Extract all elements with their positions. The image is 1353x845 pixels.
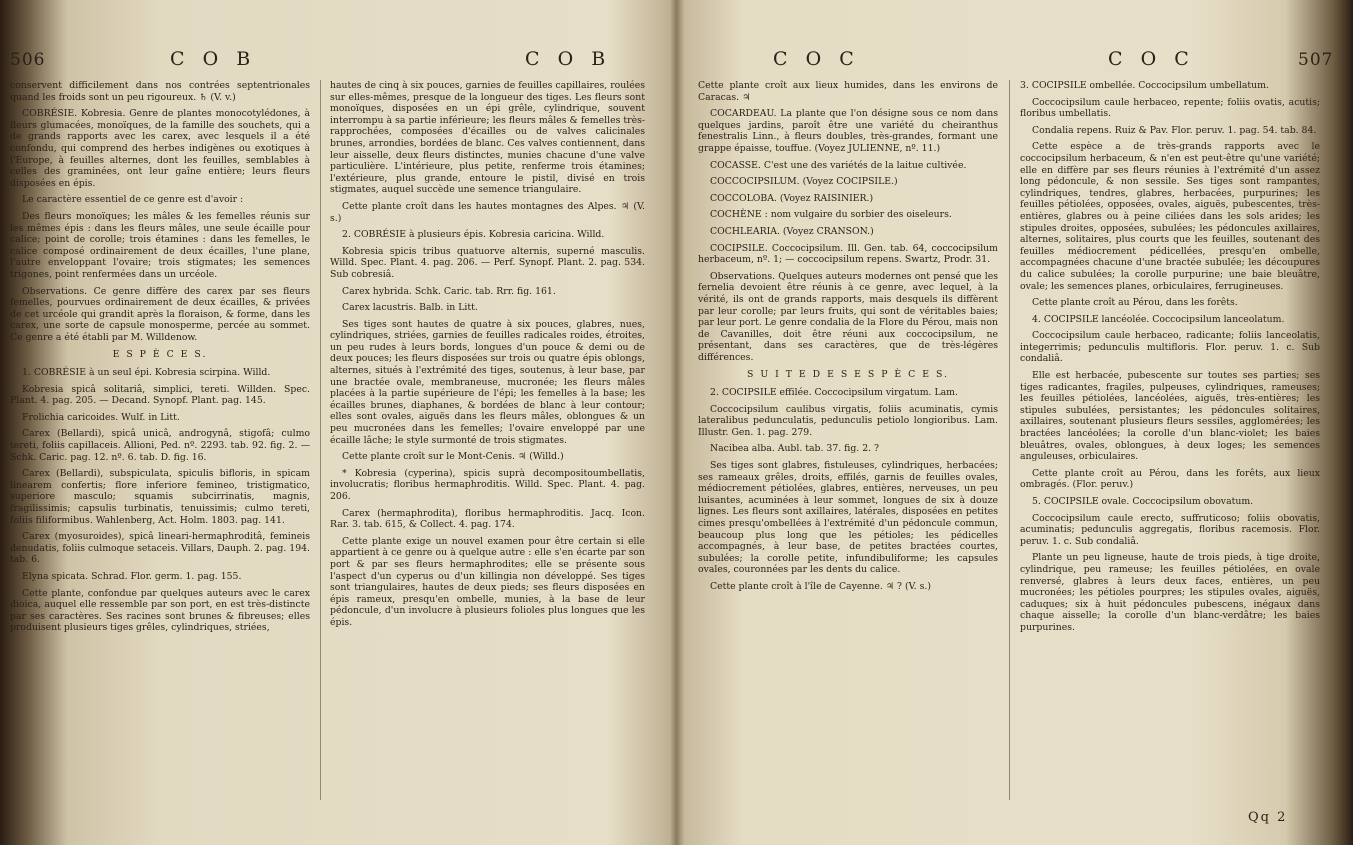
paragraph: Carex hybrida. Schk. Caric. tab. Rrr. fig. 161. (342, 285, 556, 297)
right-column-2 (1020, 80, 1320, 639)
paragraph: Cette plante, confondue par quelques auteurs avec le carex dioica, auquel elle ressemble par son port, en est très-distincte par ses caractères. Ses racines sont brunes & fibreuses; elles produisent plusieurs tiges grêles, cylindriques, striées, (10, 587, 310, 634)
paragraph: hautes de cinq à six pouces, garnies de feuilles capillaires, roulées sur elles-mêmes, presque de la longueur des tiges. Les fleurs sont monoïques, disposées en un épi grêle, cylindrique, souvent interrompu à sa partie inférieure; les fleurs mâles & femelles très-rapprochées, composées d'écailles ou de valves calicinales brunes, arrondies, bordées de blanc. Ces valves contiennent, dans leur aisselle, deux fleurs distinctes, munies chacune d'une valve particulière. L'intérieure, plus petite, renferme trois étamines; l'extérieure, plus grande, entoure le pistil, divisé en trois stigmates, auquel succède une semence triangulaire. (330, 80, 645, 196)
paragraph: Cette plante croît au Pérou, dans les forêts, aux lieux ombragés. (Flor. peruv.) (1020, 467, 1320, 491)
paragraph: COCARDEAU. La plante que l'on désigne sous ce nom dans quelques jardins, paroît être une variété du cheiranthus fenestralis Linn., à fleurs doubles, très-grandes, formant une grappe épaisse, touffue. (Voyez JULIENNE, nº. 11.) (698, 108, 998, 154)
paragraph: 3. COCIPSILE ombellée. Coccocipsilum umbellatum. (1020, 80, 1269, 91)
paragraph: Cette plante croît au Pérou, dans les forêts. (1032, 297, 1238, 309)
right-page (678, 0, 1343, 845)
paragraph: Frolichia caricoides. Wulf. in Litt. (22, 411, 180, 423)
paragraph: Nacibea alba. Aubl. tab. 37. fig. 2. ? (710, 443, 880, 455)
paragraph: Coccocipsilum caule erecto, suffruticoso; foliis obovatis, acuminatis; pedunculis aggregatis, floribus racemosis. Flor. peruv. 1. c. Sub condaliâ. (1020, 512, 1320, 547)
paragraph: COCCOCIPSILUM. (Voyez COCIPSILE.) (710, 176, 898, 188)
paragraph: Cette plante croît aux lieux humides, dans les environs de Caracas. ♃ (698, 80, 998, 103)
left-page (10, 0, 665, 845)
paragraph: Condalia repens. Ruiz & Pav. Flor. peruv. 1. pag. 54. tab. 84. (1032, 124, 1317, 136)
left-column-rule (320, 80, 321, 800)
paragraph: Carex (Bellardi), spicâ unicâ, androgynâ, stigofâ; culmo tereti, foliis capillaceis. Allioni, Ped. nº. 2293. tab. 92. fig. 2. — Schk. Caric. pag. 12. nº. 6. tab. D. fig. 16. (10, 428, 310, 463)
paragraph: E S P È C E S. (112, 349, 208, 361)
paragraph: S U I T E D E S E S P È C E S. (747, 369, 949, 381)
paragraph: 2. COCIPSILE effilée. Coccocipsilum virgatum. Lam. (710, 387, 958, 399)
paragraph: 5. COCIPSILE ovale. Coccocipsilum obovatum. (1032, 496, 1254, 507)
left-running-head: C O B (170, 48, 257, 70)
paragraph: Cette plante exige un nouvel examen pour être certain si elle appartient à ce genre ou à quelque autre : elle s'en écarte par son port & par ses fleurs hermaphrodites; elle se présente sous l'aspect d'un cyperus ou d'un killingia non développé. Ses tiges sont triangulaires, hautes de deux pieds; ses fleurs disposées en épis rameux, presqu'en ombelle, munies, à la base de leur pédoncule, d'un involucre à plusieurs folioles plus longues que les épis. (330, 535, 645, 628)
right-running-head: C O C (773, 48, 860, 70)
paragraph: 4. COCIPSILE lancéolée. Coccocipsilum lanceolatum. (1032, 313, 1285, 325)
left-folio: 506 (10, 50, 46, 70)
paragraph: Carex lacustris. Balb. in Litt. (342, 302, 478, 314)
paragraph: 2. COBRÉSIE à plusieurs épis. Kobresia caricina. Willd. (342, 229, 605, 241)
paragraph: Elyna spicata. Schrad. Flor. germ. 1. pag. 155. (22, 570, 242, 582)
paragraph: * Kobresia (cyperina), spicis suprà decompositoumbellatis, involucratis; floribus hermaphroditis. Willd. Spec. Plant. 4. pag. 206. (330, 467, 645, 502)
paragraph: COCCOLOBA. (Voyez RAISINIER.) (710, 192, 874, 204)
right-column-1 (698, 80, 998, 598)
paragraph: Carex (Bellardi), subspiculata, spiculis bifloris, in spicam linearem confertis; flore inferiore femineo, tristigmatico, superiore masculo; squamis subcirrinatis, magnis, fragilissimis; capsulis turbinatis, tenuissimis; culmo tereti, foliis filiformibus. Wahlenberg, Act. Holm. 1803. pag. 141. (10, 468, 310, 526)
left-column-1 (10, 80, 310, 639)
paragraph: Coccocipsilum caule herbaceo, repente; foliis ovatis, acutis; floribus umbellatis. (1020, 96, 1320, 120)
paragraph: COCHÈNE : nom vulgaire du sorbier des oiseleurs. (710, 209, 952, 221)
signature-mark: Qq 2 (1248, 810, 1288, 825)
right-column-rule (1009, 80, 1010, 800)
paragraph: conservent difficilement dans nos contrées septentrionales quand les froids sont un peu rigoureux. ♄ (V. v.) (10, 80, 310, 103)
right-folio: 507 (1298, 50, 1334, 70)
paragraph: COCASSE. C'est une des variétés de la laitue cultivée. (710, 159, 967, 171)
paragraph: Observations. Quelques auteurs modernes ont pensé que les fernelia devoient être réunis à ce genre, avec lequel, à la vérité, ils ont de grands rapports, mais desquels ils diffèrent par leur corolle; par leurs fruits, qui sont de véritables baies; par leur port. Le genre condalia de la Flore du Pérou, mais non de Cavanilles, doit être réuni aux coccocipsilum, ne présentant, dans ses caractères, que de très-légères différences. (698, 270, 998, 363)
paragraph: Cette plante croît dans les hautes montagnes des Alpes. ♃ (V. s.) (330, 200, 645, 224)
paragraph: Carex (hermaphrodita), floribus hermaphroditis. Jacq. Icon. Rar. 3. tab. 615, & Collect. 4. pag. 174. (330, 507, 645, 531)
paragraph: Cette espèce a de très-grands rapports avec le coccocipsilum herbaceum, & n'en est peut-être qu'une variété; elle en diffère par ses fleurs réunies à l'extrémité d'un assez long pédoncule, & non sessile. Ses tiges sont rampantes, cylindriques, tendres, glabres, herbacées, purpurines; les feuilles pétiolées, opposées, ovales, aiguës, pubescentes, très-entières, glabres ou à peine ciliées dans les sols arides; les stipules droites, opposées, subulées; les pédoncules axillaires, alternes, solitaires, plus courts que les feuilles, soutenant des feuilles médiocrement pédicellées, presqu'en ombelle, accompagnées chacune d'une bractée subulée; les découpures du calice subulées; la corolle purpurine; une baie bleuâtre, ovale; les semences planes, orbiculaires, ferrugineuses. (1020, 141, 1320, 292)
paragraph: COCIPSILE. Coccocipsilum. Ill. Gen. tab. 64, coccocipsilum herbaceum, nº. 1; — coccocipsilum repens. Swartz, Prodr. 31. (698, 242, 998, 266)
paragraph: Plante un peu ligneuse, haute de trois pieds, à tige droite, cylindrique, peu rameuse; les feuilles pétiolées, en ovale renversé, glabres à leurs deux faces, entières, un peu mucronées; les pétioles pourpres; les stipules ovales, aiguës, caduques; six à huit pédoncules pubescens, inégaux dans chaque aisselle; la corolle d'un blanc-verdâtre; les baies purpurines. (1020, 552, 1320, 633)
paragraph: Coccocipsilum caule herbaceo, radicante; foliis lanceolatis, integerrimis; pedunculis multifloris. Flor. peruv. 1. c. Sub condaliâ. (1020, 330, 1320, 365)
paragraph: Coccocipsilum caulibus virgatis, foliis acuminatis, cymis lateralibus pedunculatis, pedunculis petiolo longioribus. Lam. Illustr. Gen. 1. pag. 279. (698, 403, 998, 438)
paragraph: Cette plante croît à l'île de Cayenne. ♃ ? (V. s.) (710, 580, 931, 592)
paragraph: Des fleurs monoïques; les mâles & les femelles réunis sur les mêmes épis : dans les fleurs mâles, une seule écaille pour calice; point de corolle; trois étamines : dans les femelles, le calice composé ordinairement de deux écailles, l'une plane, l'autre enveloppant l'ovaire; trois stigmates; les semences trigones, point renfermées dans un urcéole. (10, 210, 310, 280)
paragraph: Carex (myosuroides), spicâ lineari-hermaphroditâ, femineis denudatis, foliis culmoque setaceis. Villars, Dauph. 2. pag. 194. tab. 6. (10, 531, 310, 566)
paragraph: 1. COBRÉSIE à un seul épi. Kobresia scirpina. Willd. (22, 367, 271, 379)
paragraph: Kobresia spicâ solitariâ, simplici, tereti. Willden. Spec. Plant. 4. pag. 205. — Decand. Synopf. Plant. pag. 145. (10, 383, 310, 407)
paragraph: Ses tiges sont hautes de quatre à six pouces, glabres, nues, cylindriques, striées, garnies de feuilles radicales roides, étroites, un peu rudes à leurs bords, longues d'un pouce & demi ou de deux pouces; les fleurs disposées sur trois ou quatre épis oblongs, alternes, situés à l'extrémité des tiges, soutenus, à leur base, par une bractée ovale, membraneuse, mucronée; les fleurs mâles placées à la partie supérieure de l'épi; les femelles à la base; les écailles brunes, diaphanes, & bordées de blanc à leur contour; elles sont ovales, aiguës dans les fleurs mâles, oblongues & un peu mucronées dans les femelles; l'ovaire enveloppé par une écaille lâche; le style surmonté de trois stigmates. (330, 318, 645, 446)
paragraph: Cette plante croît sur le Mont-Cenis. ♃ (Willd.) (342, 451, 564, 463)
paragraph: Ses tiges sont glabres, fistuleuses, cylindriques, herbacées; ses rameaux grêles, droits, effilés, garnis de feuilles ovales, médiocrement pétiolées, glabres, entières, nerveuses, un peu luisantes, acuminées à leur sommet, longues de six à douze lignes. Les fleurs sont axillaires, latérales, disposées en petites cimes presqu'ombellées à l'extrémité d'un pédoncule commun, beaucoup plus long que les pétioles; les pédicelles accompagnés, à leur base, de petites bractées courtes, subulées; la corolle petite, infundibuliforme; les capsules ovales, couronnées par les dents du calice. (698, 460, 998, 576)
paragraph: Kobresia spicis tribus quatuorve alternis, superné masculis. Willd. Spec. Plant. 4. pag. 206. — Perf. Synopf. Plant. 2. pag. 534. Sub cobresiâ. (330, 245, 645, 280)
left-column-2 (330, 80, 645, 634)
paragraph: COBRÉSIE. Kobresia. Genre de plantes monocotylédones, à fleurs glumacées, monoïques, de la famille des souchets, qui a de grands rapports avec les carex, avec lesquels il a été confondu, qui comprend des herbes indigènes ou exotiques à l'Europe, à feuilles alternes, dont les feuilles, semblables à celles des graminées, ont leur gaîne entière; leurs fleurs disposées en épis. (10, 108, 310, 189)
left-running-head-2: C O B (525, 48, 612, 70)
paragraph: Le caractère essentiel de ce genre est d'avoir : (22, 194, 244, 206)
paragraph: COCHLEARIA. (Voyez CRANSON.) (710, 225, 874, 237)
right-running-head-2: C O C (1108, 48, 1195, 70)
paragraph: Observations. Ce genre diffère des carex par ses fleurs femelles, pourvues ordinairement de deux écailles, & privées de cet urcéole qui grandit après la floraison, & forme, dans les carex, une sorte de capsule monosperme, percée au sommet. Ce genre a été établi par M. Willdenow. (10, 285, 310, 343)
paragraph: Elle est herbacée, pubescente sur toutes ses parties; ses tiges radicantes, fragiles, pulpeuses, cylindriques, rameuses; les feuilles pétiolées, lancéolées, aiguës, très-entières; les stipules subulées, persistantes; les pédoncules solitaires, axillaires, soutenant plusieurs fleurs sessiles, agglomérées; les bractées lancéolées; la corolle d'un blanc-violet; les baies bleuâtres, ovales, oblongues, à deux loges; les semences anguleuses, orbiculaires. (1020, 370, 1320, 463)
